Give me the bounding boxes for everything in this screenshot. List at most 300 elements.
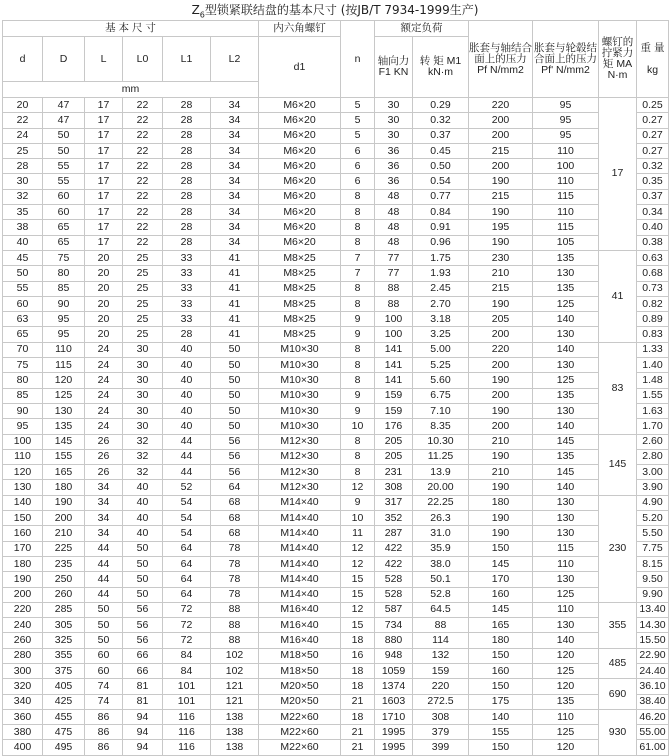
cell-weight: 0.37 — [637, 189, 669, 204]
cell-D: 200 — [43, 511, 85, 526]
cell-L1: 54 — [163, 495, 211, 510]
cell-D: 115 — [43, 358, 85, 373]
table-row — [3, 388, 669, 403]
cell-L1: 40 — [163, 419, 211, 434]
cell-shaft-pressure: 190 — [469, 449, 533, 464]
cell-tightening-torque: 41 — [599, 250, 637, 342]
cell-D: 405 — [43, 679, 85, 694]
cell-n: 15 — [341, 587, 375, 602]
header-tightening-torque: 螺钉的拧紧力矩 MA N·m — [599, 21, 637, 98]
cell-L: 26 — [85, 434, 123, 449]
cell-L2: 50 — [211, 342, 259, 357]
cell-axial-force: 48 — [375, 205, 413, 220]
cell-D: 110 — [43, 342, 85, 357]
cell-D: 125 — [43, 388, 85, 403]
cell-torque: 22.25 — [413, 495, 469, 510]
cell-L2: 68 — [211, 526, 259, 541]
cell-torque: 1.93 — [413, 266, 469, 281]
table-row — [3, 694, 669, 709]
cell-axial-force: 141 — [375, 373, 413, 388]
cell-weight: 1.40 — [637, 358, 669, 373]
cell-n: 8 — [341, 189, 375, 204]
cell-weight: 2.80 — [637, 449, 669, 464]
header-socket-screw: 内六角螺钉 — [259, 21, 341, 37]
cell-d1: M6×20 — [259, 98, 341, 113]
cell-hub-pressure: 120 — [533, 740, 599, 755]
cell-d: 63 — [3, 312, 43, 327]
cell-d1: M20×50 — [259, 679, 341, 694]
cell-d: 160 — [3, 526, 43, 541]
cell-n: 9 — [341, 327, 375, 342]
table-row — [3, 618, 669, 633]
table-row — [3, 250, 669, 265]
cell-d: 24 — [3, 128, 43, 143]
cell-L2: 41 — [211, 250, 259, 265]
cell-L1: 44 — [163, 449, 211, 464]
cell-torque: 5.25 — [413, 358, 469, 373]
table-row — [3, 235, 669, 250]
cell-torque: 220 — [413, 679, 469, 694]
table-row — [3, 740, 669, 755]
cell-L1: 72 — [163, 633, 211, 648]
cell-hub-pressure: 145 — [533, 465, 599, 480]
table-row — [3, 327, 669, 342]
cell-torque: 0.54 — [413, 174, 469, 189]
cell-d1: M10×30 — [259, 358, 341, 373]
cell-d1: M10×30 — [259, 419, 341, 434]
cell-d1: M14×40 — [259, 526, 341, 541]
cell-L2: 50 — [211, 373, 259, 388]
cell-weight: 9.90 — [637, 587, 669, 602]
cell-d1: M6×20 — [259, 128, 341, 143]
cell-d1: M10×30 — [259, 342, 341, 357]
cell-L1: 40 — [163, 388, 211, 403]
cell-L2: 34 — [211, 205, 259, 220]
cell-L1: 52 — [163, 480, 211, 495]
cell-axial-force: 1710 — [375, 709, 413, 724]
cell-D: 60 — [43, 189, 85, 204]
cell-weight: 1.55 — [637, 388, 669, 403]
cell-torque: 10.30 — [413, 434, 469, 449]
cell-L1: 116 — [163, 725, 211, 740]
cell-shaft-pressure: 190 — [469, 296, 533, 311]
cell-n: 8 — [341, 342, 375, 357]
cell-n: 9 — [341, 403, 375, 418]
cell-L2: 88 — [211, 602, 259, 617]
cell-weight: 55.00 — [637, 725, 669, 740]
cell-axial-force: 176 — [375, 419, 413, 434]
cell-d: 300 — [3, 663, 43, 678]
cell-d1: M8×25 — [259, 327, 341, 342]
cell-tightening-torque: 355 — [599, 602, 637, 648]
cell-torque: 52.8 — [413, 587, 469, 602]
table-row — [3, 449, 669, 464]
cell-n: 21 — [341, 694, 375, 709]
cell-torque: 35.9 — [413, 541, 469, 556]
cell-L: 24 — [85, 419, 123, 434]
cell-L: 20 — [85, 250, 123, 265]
cell-d: 140 — [3, 495, 43, 510]
cell-L2: 34 — [211, 189, 259, 204]
table-row — [3, 159, 669, 174]
cell-hub-pressure: 125 — [533, 663, 599, 678]
cell-L0: 22 — [123, 235, 163, 250]
cell-L1: 84 — [163, 648, 211, 663]
cell-hub-pressure: 130 — [533, 511, 599, 526]
cell-D: 85 — [43, 281, 85, 296]
cell-D: 60 — [43, 205, 85, 220]
cell-D: 165 — [43, 465, 85, 480]
cell-L: 24 — [85, 388, 123, 403]
cell-hub-pressure: 135 — [533, 250, 599, 265]
cell-L1: 116 — [163, 709, 211, 724]
cell-d: 100 — [3, 434, 43, 449]
cell-axial-force: 141 — [375, 342, 413, 357]
cell-torque: 132 — [413, 648, 469, 663]
cell-shaft-pressure: 150 — [469, 541, 533, 556]
cell-weight: 3.90 — [637, 480, 669, 495]
cell-shaft-pressure: 190 — [469, 480, 533, 495]
table-row — [3, 128, 669, 143]
cell-L1: 28 — [163, 174, 211, 189]
cell-shaft-pressure: 145 — [469, 556, 533, 571]
cell-L0: 25 — [123, 312, 163, 327]
cell-weight: 24.40 — [637, 663, 669, 678]
cell-L: 86 — [85, 740, 123, 755]
cell-n: 18 — [341, 663, 375, 678]
cell-L: 20 — [85, 266, 123, 281]
table-row — [3, 281, 669, 296]
cell-axial-force: 30 — [375, 128, 413, 143]
cell-d1: M14×40 — [259, 511, 341, 526]
cell-shaft-pressure: 200 — [469, 113, 533, 128]
cell-L2: 41 — [211, 266, 259, 281]
table-row — [3, 312, 669, 327]
cell-d1: M14×40 — [259, 572, 341, 587]
table-row — [3, 633, 669, 648]
cell-axial-force: 36 — [375, 174, 413, 189]
cell-d1: M6×20 — [259, 174, 341, 189]
header-D: D — [43, 37, 85, 82]
cell-L: 17 — [85, 205, 123, 220]
cell-D: 130 — [43, 403, 85, 418]
cell-n: 9 — [341, 388, 375, 403]
cell-d: 45 — [3, 250, 43, 265]
table-row — [3, 480, 669, 495]
cell-L: 50 — [85, 633, 123, 648]
cell-d: 22 — [3, 113, 43, 128]
cell-d: 380 — [3, 725, 43, 740]
cell-tightening-torque: 17 — [599, 98, 637, 251]
cell-D: 475 — [43, 725, 85, 740]
cell-L: 20 — [85, 327, 123, 342]
cell-hub-pressure: 130 — [533, 618, 599, 633]
table-row — [3, 511, 669, 526]
cell-n: 8 — [341, 434, 375, 449]
cell-axial-force: 100 — [375, 327, 413, 342]
header-shaft-pressure: 胀套与轴结合面上的压力 Pf N/mm2 — [469, 21, 533, 98]
cell-L0: 22 — [123, 174, 163, 189]
cell-L1: 28 — [163, 327, 211, 342]
cell-shaft-pressure: 190 — [469, 526, 533, 541]
cell-weight: 0.27 — [637, 143, 669, 158]
cell-D: 47 — [43, 113, 85, 128]
cell-d: 200 — [3, 587, 43, 602]
cell-L1: 72 — [163, 602, 211, 617]
cell-n: 6 — [341, 174, 375, 189]
cell-L: 86 — [85, 725, 123, 740]
cell-hub-pressure: 125 — [533, 296, 599, 311]
cell-axial-force: 231 — [375, 465, 413, 480]
cell-L: 74 — [85, 679, 123, 694]
cell-torque: 26.3 — [413, 511, 469, 526]
cell-L2: 50 — [211, 403, 259, 418]
cell-weight: 0.32 — [637, 159, 669, 174]
cell-L1: 28 — [163, 98, 211, 113]
cell-n: 21 — [341, 740, 375, 755]
header-unit-mm: mm — [3, 82, 259, 98]
cell-L: 17 — [85, 128, 123, 143]
cell-axial-force: 1995 — [375, 725, 413, 740]
cell-axial-force: 528 — [375, 587, 413, 602]
cell-L1: 28 — [163, 128, 211, 143]
table-row — [3, 296, 669, 311]
cell-torque: 399 — [413, 740, 469, 755]
table-row — [3, 587, 669, 602]
cell-shaft-pressure: 215 — [469, 189, 533, 204]
cell-n: 15 — [341, 618, 375, 633]
cell-tightening-torque: 930 — [599, 709, 637, 755]
title-prefix: Z — [191, 3, 200, 17]
cell-n: 8 — [341, 449, 375, 464]
cell-d1: M18×50 — [259, 663, 341, 678]
cell-L1: 28 — [163, 113, 211, 128]
cell-L0: 25 — [123, 266, 163, 281]
cell-hub-pressure: 135 — [533, 694, 599, 709]
cell-d1: M10×30 — [259, 373, 341, 388]
cell-shaft-pressure: 150 — [469, 679, 533, 694]
cell-weight: 46.20 — [637, 709, 669, 724]
cell-shaft-pressure: 155 — [469, 725, 533, 740]
cell-L1: 44 — [163, 465, 211, 480]
cell-shaft-pressure: 200 — [469, 358, 533, 373]
cell-tightening-torque: 83 — [599, 342, 637, 434]
cell-d1: M14×40 — [259, 541, 341, 556]
cell-L2: 68 — [211, 495, 259, 510]
header-hub-pressure: 胀套与轮毂结合面上的压力 Pf' N/mm2 — [533, 21, 599, 98]
cell-L2: 102 — [211, 648, 259, 663]
cell-L0: 94 — [123, 740, 163, 755]
table-row — [3, 556, 669, 571]
cell-weight: 4.90 — [637, 495, 669, 510]
cell-L1: 101 — [163, 679, 211, 694]
cell-n: 5 — [341, 128, 375, 143]
header-d1: d1 — [259, 37, 341, 98]
cell-weight: 61.00 — [637, 740, 669, 755]
cell-shaft-pressure: 190 — [469, 511, 533, 526]
cell-n: 8 — [341, 205, 375, 220]
cell-axial-force: 317 — [375, 495, 413, 510]
cell-shaft-pressure: 195 — [469, 220, 533, 235]
cell-L0: 50 — [123, 556, 163, 571]
table-row — [3, 358, 669, 373]
cell-L1: 28 — [163, 220, 211, 235]
cell-shaft-pressure: 215 — [469, 143, 533, 158]
cell-d1: M16×40 — [259, 618, 341, 633]
header-L0: L0 — [123, 37, 163, 82]
cell-n: 8 — [341, 465, 375, 480]
cell-L2: 50 — [211, 358, 259, 373]
cell-torque: 38.0 — [413, 556, 469, 571]
cell-weight: 2.60 — [637, 434, 669, 449]
cell-axial-force: 36 — [375, 159, 413, 174]
cell-hub-pressure: 130 — [533, 327, 599, 342]
cell-L1: 116 — [163, 740, 211, 755]
cell-torque: 6.75 — [413, 388, 469, 403]
cell-D: 155 — [43, 449, 85, 464]
cell-L0: 22 — [123, 98, 163, 113]
cell-torque: 0.77 — [413, 189, 469, 204]
cell-L2: 34 — [211, 220, 259, 235]
cell-axial-force: 205 — [375, 434, 413, 449]
cell-axial-force: 141 — [375, 358, 413, 373]
table-row — [3, 526, 669, 541]
cell-n: 18 — [341, 633, 375, 648]
cell-axial-force: 77 — [375, 250, 413, 265]
cell-L: 20 — [85, 312, 123, 327]
cell-L2: 121 — [211, 679, 259, 694]
cell-d: 90 — [3, 403, 43, 418]
cell-torque: 379 — [413, 725, 469, 740]
table-row — [3, 189, 669, 204]
cell-d: 180 — [3, 556, 43, 571]
cell-L: 17 — [85, 189, 123, 204]
cell-L1: 64 — [163, 572, 211, 587]
cell-weight: 0.35 — [637, 174, 669, 189]
cell-shaft-pressure: 160 — [469, 663, 533, 678]
cell-L1: 40 — [163, 403, 211, 418]
cell-n: 7 — [341, 266, 375, 281]
cell-L0: 22 — [123, 220, 163, 235]
cell-d1: M6×20 — [259, 235, 341, 250]
cell-hub-pressure: 95 — [533, 113, 599, 128]
table-row — [3, 113, 669, 128]
table-row — [3, 434, 669, 449]
cell-n: 16 — [341, 648, 375, 663]
cell-hub-pressure: 115 — [533, 541, 599, 556]
cell-torque: 0.50 — [413, 159, 469, 174]
cell-axial-force: 205 — [375, 449, 413, 464]
cell-weight: 0.40 — [637, 220, 669, 235]
cell-hub-pressure: 100 — [533, 159, 599, 174]
cell-torque: 3.18 — [413, 312, 469, 327]
header-weight — [637, 21, 669, 98]
cell-L0: 56 — [123, 618, 163, 633]
cell-L1: 28 — [163, 159, 211, 174]
cell-d: 32 — [3, 189, 43, 204]
cell-L1: 33 — [163, 250, 211, 265]
header-L2: L2 — [211, 37, 259, 82]
cell-n: 8 — [341, 235, 375, 250]
cell-D: 225 — [43, 541, 85, 556]
cell-torque: 5.60 — [413, 373, 469, 388]
cell-L2: 68 — [211, 511, 259, 526]
cell-shaft-pressure: 170 — [469, 572, 533, 587]
cell-weight: 0.63 — [637, 250, 669, 265]
cell-hub-pressure: 110 — [533, 205, 599, 220]
cell-L2: 88 — [211, 618, 259, 633]
cell-weight: 5.20 — [637, 511, 669, 526]
cell-L1: 64 — [163, 556, 211, 571]
cell-weight: 13.40 — [637, 602, 669, 617]
cell-torque: 0.32 — [413, 113, 469, 128]
table-row — [3, 342, 669, 357]
cell-hub-pressure: 135 — [533, 281, 599, 296]
cell-L2: 50 — [211, 419, 259, 434]
cell-d: 110 — [3, 449, 43, 464]
cell-L0: 25 — [123, 327, 163, 342]
cell-n: 6 — [341, 159, 375, 174]
header-torque-m1: 转 矩 M1 kN·m — [413, 37, 469, 98]
cell-hub-pressure: 125 — [533, 373, 599, 388]
table-row — [3, 174, 669, 189]
header-d: d — [3, 37, 43, 82]
cell-L1: 40 — [163, 358, 211, 373]
cell-shaft-pressure: 190 — [469, 174, 533, 189]
cell-shaft-pressure: 150 — [469, 648, 533, 663]
cell-L0: 25 — [123, 250, 163, 265]
cell-L0: 81 — [123, 694, 163, 709]
cell-hub-pressure: 125 — [533, 587, 599, 602]
cell-D: 50 — [43, 128, 85, 143]
cell-torque: 0.96 — [413, 235, 469, 250]
cell-L0: 40 — [123, 526, 163, 541]
cell-weight: 36.10 — [637, 679, 669, 694]
cell-D: 210 — [43, 526, 85, 541]
cell-D: 55 — [43, 159, 85, 174]
header-rated-load: 额定负荷 — [375, 21, 469, 37]
table-row — [3, 403, 669, 418]
cell-L0: 30 — [123, 388, 163, 403]
cell-L2: 56 — [211, 449, 259, 464]
cell-L0: 94 — [123, 709, 163, 724]
cell-L0: 40 — [123, 511, 163, 526]
cell-L1: 28 — [163, 189, 211, 204]
cell-L: 34 — [85, 480, 123, 495]
table-row — [3, 143, 669, 158]
cell-hub-pressure: 115 — [533, 220, 599, 235]
cell-torque: 159 — [413, 663, 469, 678]
cell-n: 11 — [341, 526, 375, 541]
cell-d: 240 — [3, 618, 43, 633]
header-basic-dimensions: 基 本 尺 寸 — [3, 21, 259, 37]
cell-torque: 7.10 — [413, 403, 469, 418]
cell-d: 280 — [3, 648, 43, 663]
cell-shaft-pressure: 205 — [469, 312, 533, 327]
cell-L2: 56 — [211, 434, 259, 449]
cell-torque: 50.1 — [413, 572, 469, 587]
cell-shaft-pressure: 190 — [469, 403, 533, 418]
cell-hub-pressure: 130 — [533, 572, 599, 587]
cell-torque: 272.5 — [413, 694, 469, 709]
cell-axial-force: 528 — [375, 572, 413, 587]
cell-d: 25 — [3, 143, 43, 158]
cell-hub-pressure: 120 — [533, 648, 599, 663]
cell-hub-pressure: 115 — [533, 189, 599, 204]
table-row — [3, 572, 669, 587]
title-subscript: 6 — [199, 10, 205, 20]
table-row — [3, 709, 669, 724]
